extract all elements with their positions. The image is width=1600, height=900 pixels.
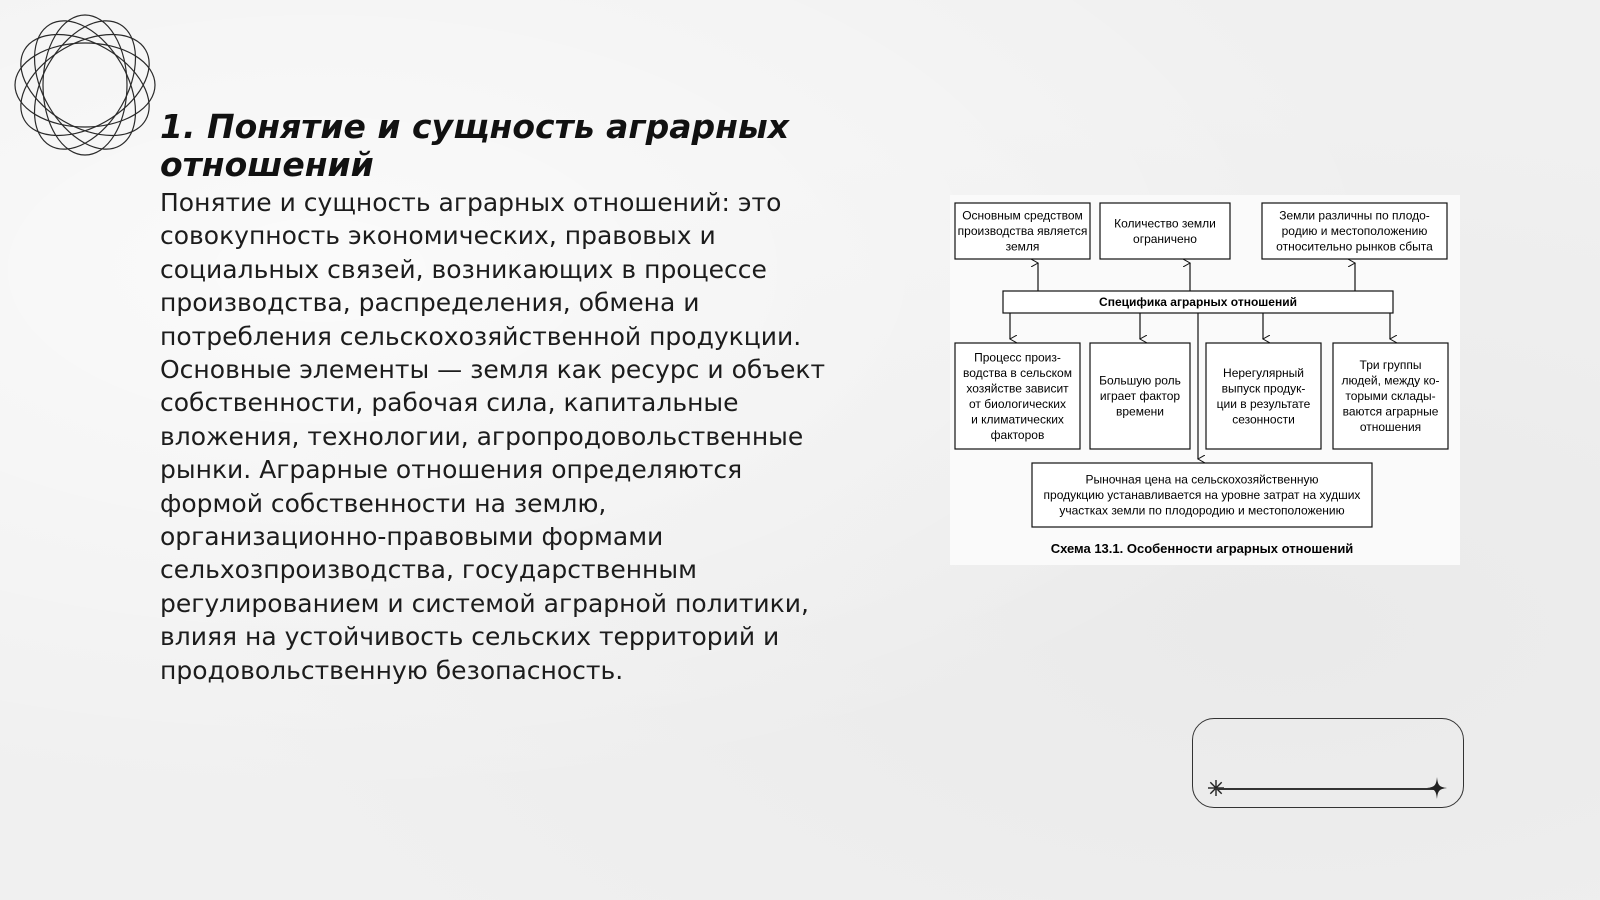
center-bar xyxy=(1003,291,1393,313)
feature-box-3 xyxy=(1206,343,1321,449)
feature-box-3-text: сезонности xyxy=(1232,412,1295,427)
slide-title: 1. Понятие и сущность аграрных отношений xyxy=(160,107,790,184)
feature-box-1 xyxy=(955,343,1080,449)
feature-box-1-text: и климатических xyxy=(971,412,1064,427)
feature-box-2-text: Большую роль xyxy=(1099,373,1181,388)
feature-box-1-text: от биологических xyxy=(969,396,1066,411)
feature-box-1-text: водства в сельском xyxy=(963,365,1072,380)
feature-box-4-text: отношения xyxy=(1359,420,1422,434)
feature-box-4-text: людей, между ко- xyxy=(1341,373,1440,388)
top-box-1-text: земля xyxy=(1005,239,1040,254)
bottom-box-text: Рыночная цена на сельскохозяйственную xyxy=(1085,472,1319,487)
feature-box-2-text: времени xyxy=(1116,404,1164,419)
feature-box-1-text: Процесс произ- xyxy=(974,350,1061,365)
top-box-1-text: Основным средством xyxy=(962,208,1083,223)
top-box-3-text: Земли различны по плодо- xyxy=(1279,208,1430,223)
bottom-box-text: участках земли по плодородию и местоположению xyxy=(1059,503,1345,518)
feature-box-3-text: выпуск продук- xyxy=(1221,381,1306,396)
feature-box-3-text: Нерегулярный xyxy=(1223,365,1304,380)
scheme-caption: Схема 13.1. Особенности аграрных отношений xyxy=(1050,541,1354,556)
feature-box-4-text: Три группы xyxy=(1359,358,1422,372)
top-box-3-text: относительно рынков сбыта xyxy=(1276,239,1433,254)
feature-box-4 xyxy=(1333,343,1448,449)
bottom-box-text: продукцию устанавливается на уровне затрат на худших xyxy=(1043,488,1361,502)
feature-box-4-text: ваются аграрные xyxy=(1342,404,1439,419)
top-box-3-text: родию и местоположению xyxy=(1281,224,1428,238)
slide-body-text: Понятие и сущность аграрных отношений: это совокупность экономических, правовых и социальных связей, возникающих в процессе производства, распределения, обмена и потребления сельскохозяйственной продукции. Основные элементы — земля как ресурс и объект собственности, рабочая сила, капитальные вложения, технологии, агропродовольственные рынки. Аграрные отношения определяются формой собственности на землю, организационно-правовыми формами сельхозпроизводства, государственным регулированием и системой аграрной политики, влияя на устойчивость сельских территорий и продовольственную безопасность. xyxy=(160,188,826,685)
feature-box-2 xyxy=(1090,343,1190,449)
feature-box-3-text: ции в результате xyxy=(1216,396,1311,411)
top-box-2-text: ограничено xyxy=(1133,231,1197,246)
scheme-svg xyxy=(950,195,1460,565)
top-box-2-text: Количество земли xyxy=(1114,216,1216,231)
bottom-box xyxy=(1032,463,1372,527)
feature-box-2-text: играет фактор xyxy=(1099,389,1181,403)
top-box-3 xyxy=(1262,203,1447,259)
top-box-1-text: производства является xyxy=(957,224,1088,238)
navigation-track[interactable] xyxy=(1215,788,1437,790)
feature-box-1-text: факторов xyxy=(990,427,1045,442)
center-bar-text: Специфика аграрных отношений xyxy=(1099,295,1297,309)
navigation-card[interactable] xyxy=(1192,718,1464,808)
top-box-1 xyxy=(955,203,1090,259)
orbit-rings-icon xyxy=(10,10,160,160)
feature-box-4-text: торыми склады- xyxy=(1345,389,1436,403)
scheme-diagram xyxy=(950,195,1460,565)
top-box-2 xyxy=(1100,203,1230,259)
feature-box-1-text: хозяйстве зависит xyxy=(966,381,1069,396)
sparkle-icon xyxy=(1427,777,1447,799)
